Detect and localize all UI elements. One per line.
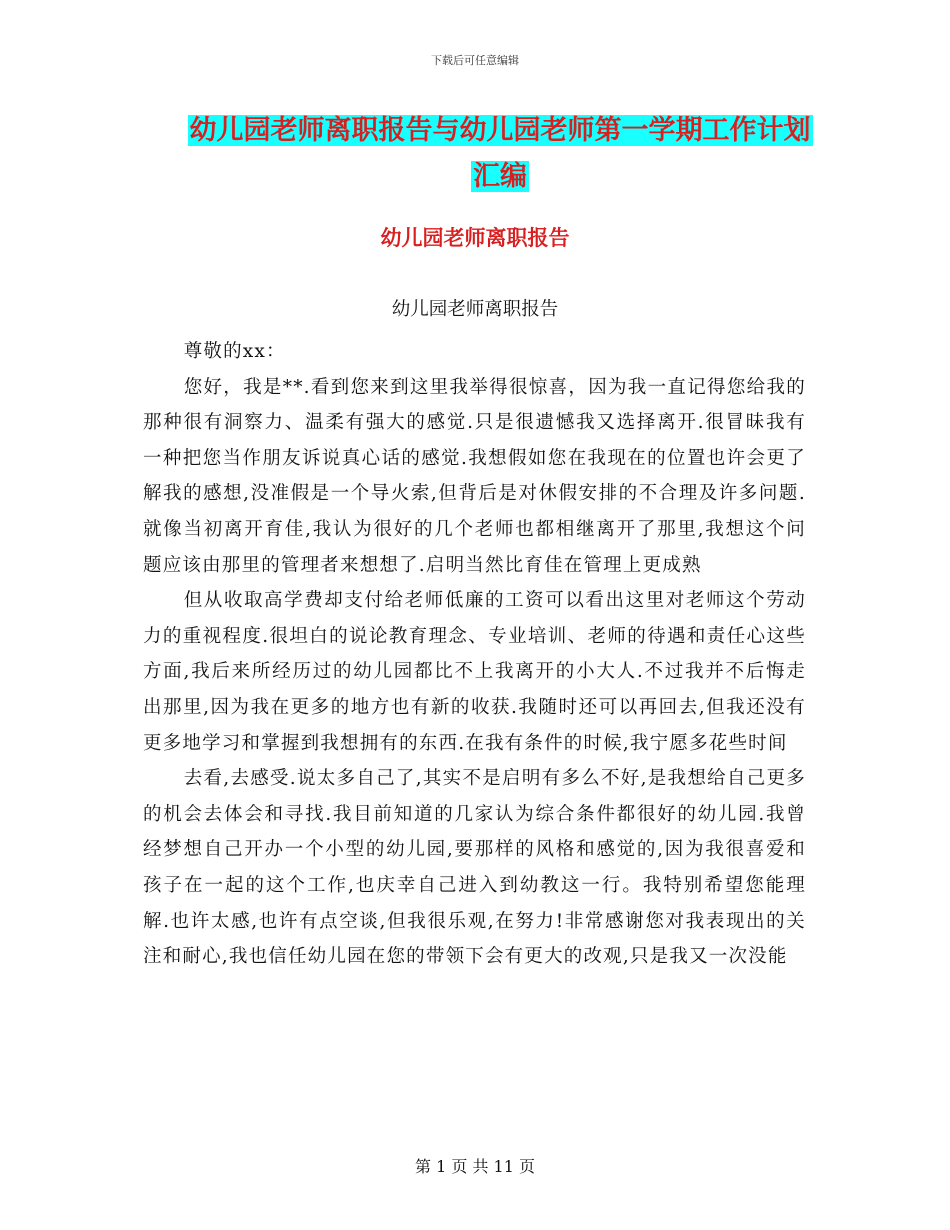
page-footer: 第 1 页 共 11 页	[415, 1157, 535, 1176]
letter-body	[143, 334, 806, 975]
paragraph: 但从收取高学费却支付给老师低廉的工资可以看出这里对老师这个劳动力的重视程度.很坦白的说论教育理念、专业培训、老师的待遇和责任心这些方面,我后来所经历过的幼儿园都比不上我离开的小大人.不过我并不后悔走出那里,因为我在更多的地方也有新的收获.我随时还可以再回去,但我还没有更多地学习和掌握到我想拥有的东西.在我有条件的时候,我宁愿多花些时间	[143, 590, 806, 754]
document-title-line2: 汇编	[473, 161, 527, 192]
paragraph: 去看,去感受.说太多自己了,其实不是启明有多么不好,是我想给自己更多的机会去体会和寻找.我目前知道的几家认为综合条件都很好的幼儿园.我曾经梦想自己开办一个小型的幼儿园,要那样的风格和感觉的,因为我很喜爱和孩子在一起的这个工作,也庆幸自己进入到幼教这一行。我特别希望您能理解.也许太感,也许有点空谈,但我很乐观,在努力!非常感谢您对我表现出的关注和耐心,我也信任幼儿园在您的带领下会有更大的改观,只是我又一次没能	[143, 768, 806, 968]
sub-title: 幼儿园老师离职报告	[391, 299, 559, 320]
header-note: 下载后可任意编辑	[431, 54, 519, 67]
document-title-line1: 幼儿园老师离职报告与幼儿园老师第一学期工作计划	[189, 115, 811, 146]
greeting: 尊敬的xx：	[183, 341, 286, 362]
paragraph: 您好，我是**.看到您来到这里我举得很惊喜，因为我一直记得您给我的那种很有洞察力、温柔有强大的感觉.只是很遗憾我又选择离开.很冒昧我有一种把您当作朋友诉说真心话的感觉.我想假如您在我现在的位置也许会更了解我的感想,没准假是一个导火索,但背后是对休假安排的不合理及许多问题.就像当初离开育佳,我认为很好的几个老师也都相继离开了那里,我想这个问题应该由那里的管理者来想想了.启明当然比育佳在管理上更成熟	[143, 376, 806, 576]
document-title	[140, 108, 860, 200]
section-heading: 幼儿园老师离职报告	[380, 226, 570, 250]
